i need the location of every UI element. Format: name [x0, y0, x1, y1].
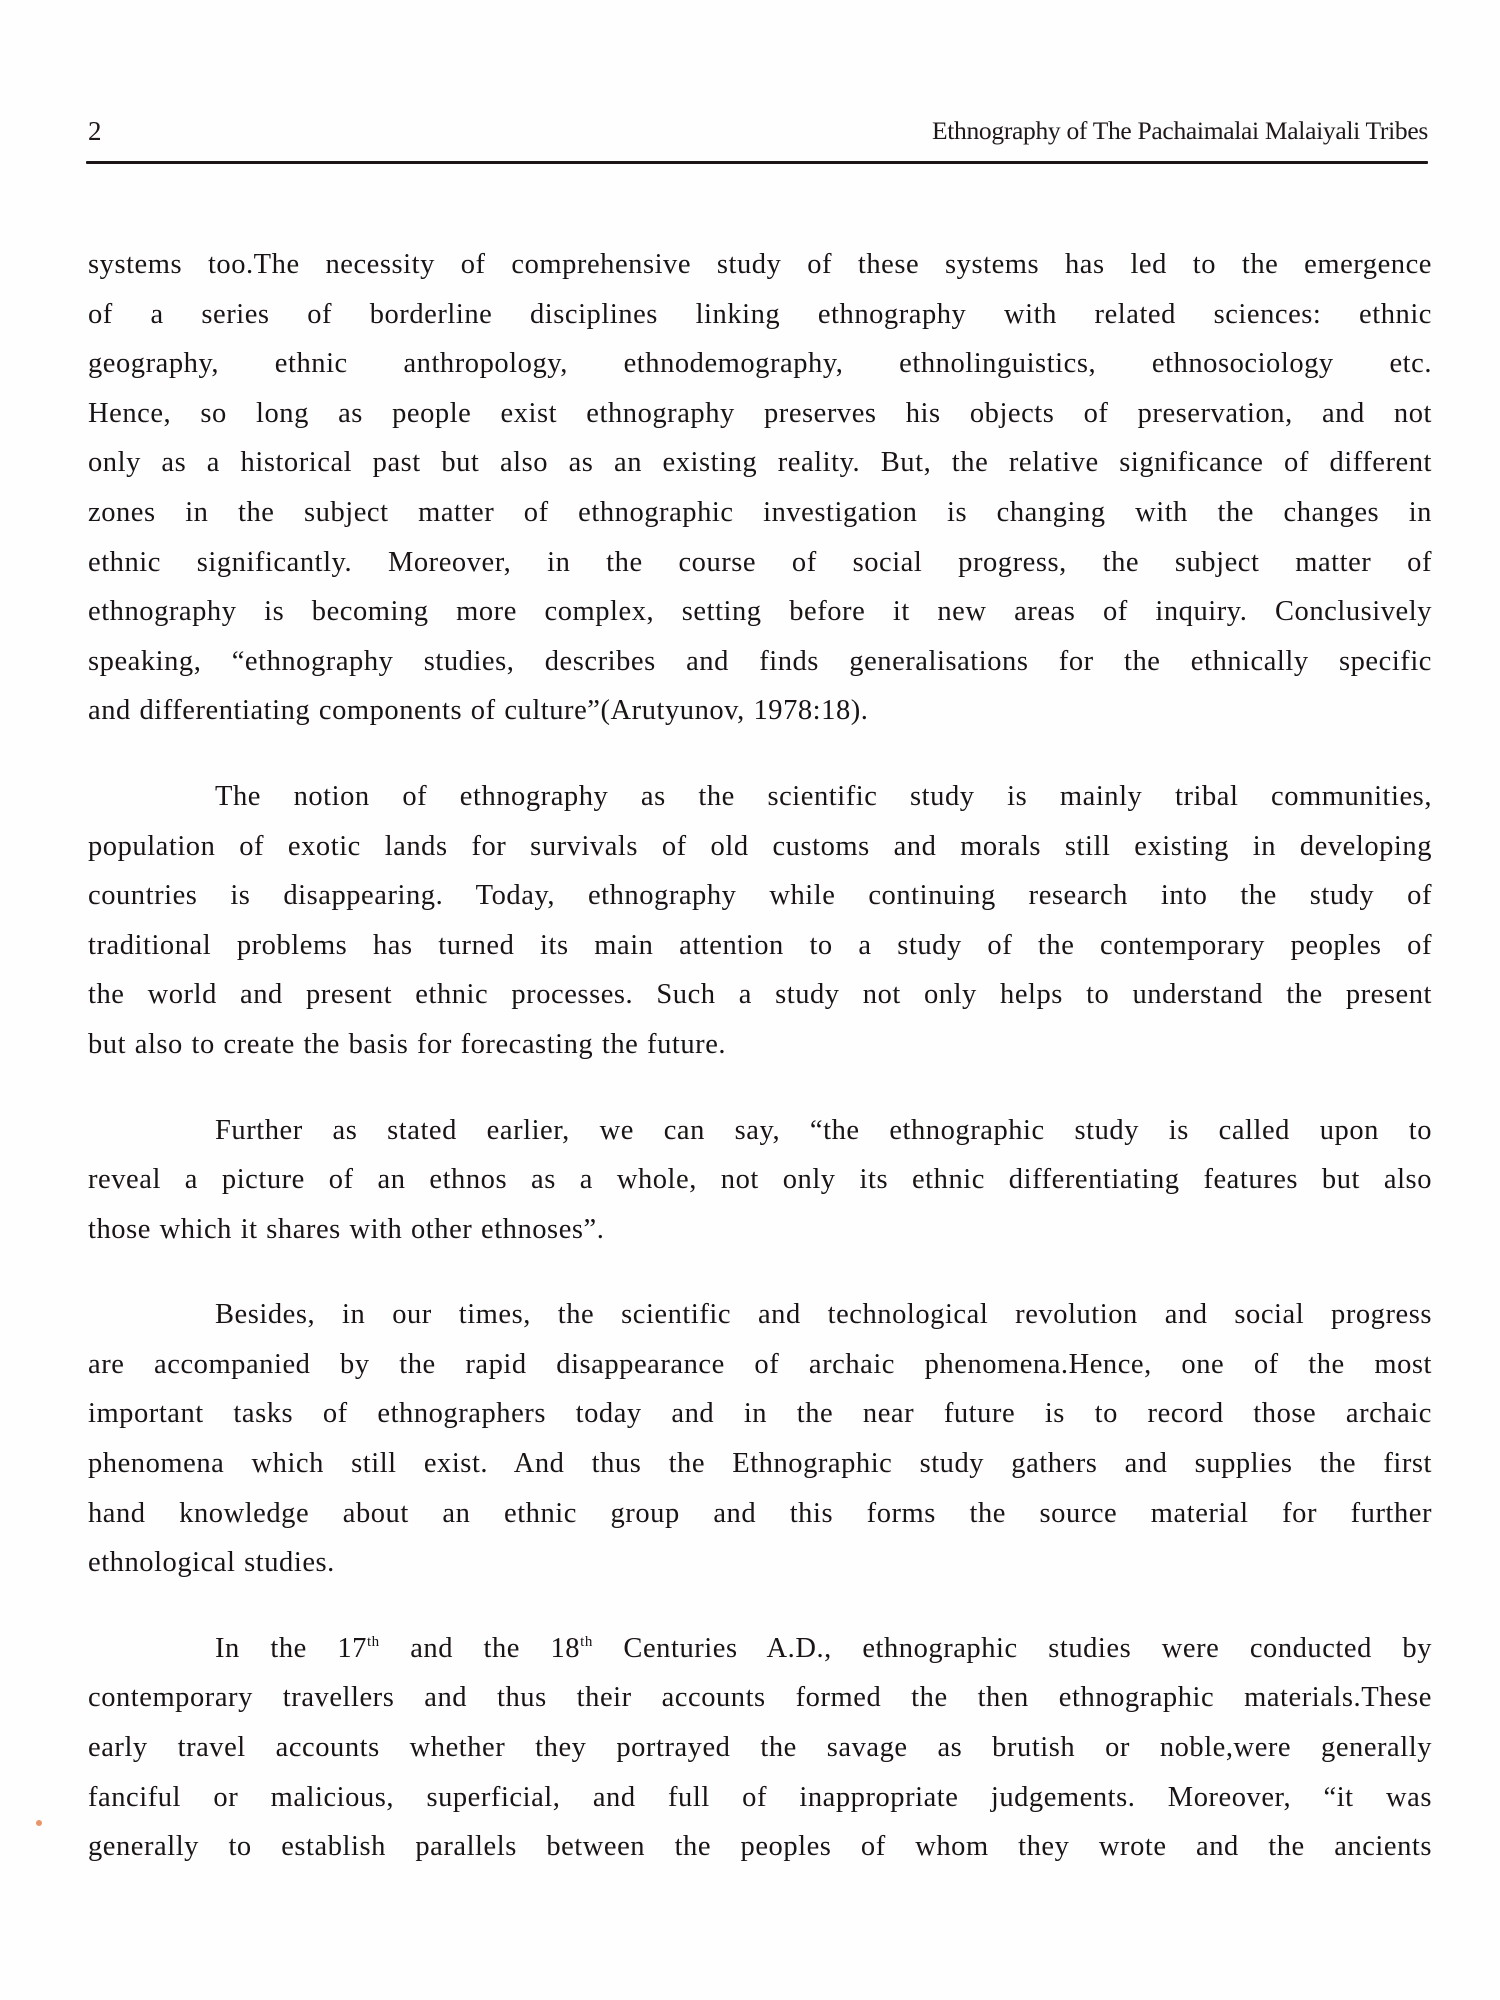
- text-line: The notion of ethnography as the scientific study is mainly tribal communities,: [215, 780, 1432, 812]
- text-line: ethnography is becoming more complex, setting before it new areas of inquiry. Conclusively: [88, 596, 1432, 628]
- paragraph-4: [88, 1290, 1432, 1588]
- text-line: those which it shares with other ethnoses”.: [88, 1213, 605, 1245]
- text-line: population of exotic lands for survivals of old customs and morals still existing in developing: [88, 830, 1432, 862]
- paragraph-2: [88, 772, 1432, 1070]
- ordinal-superscript: th: [580, 1633, 593, 1650]
- paragraph-1: [88, 240, 1432, 736]
- ordinal-superscript: th: [366, 1633, 380, 1650]
- text-line: important tasks of ethnographers today and in the near future is to record those archaic: [88, 1398, 1432, 1430]
- text-line: countries is disappearing. Today, ethnography while continuing research into the study of: [88, 880, 1432, 912]
- text-line: of a series of borderline disciplines linking ethnography with related sciences: ethnic: [88, 298, 1432, 330]
- text-line: Besides, in our times, the scientific and technological revolution and social progress: [215, 1299, 1432, 1331]
- text-run: In the 17: [215, 1632, 367, 1664]
- paragraph-5: [88, 1624, 1432, 1872]
- text-line: the world and present ethnic processes. Such a study not only helps to understand the present: [88, 979, 1432, 1011]
- text-line: zones in the subject matter of ethnographic investigation is changing with the changes in: [88, 496, 1432, 528]
- text-line: systems too.The necessity of comprehensive study of these systems has led to the emergence: [88, 249, 1432, 280]
- text-line: fanciful or malicious, superficial, and full of inappropriate judgements. Moreover, “it was: [88, 1781, 1432, 1813]
- paragraph-3: [88, 1106, 1432, 1255]
- text-line: and differentiating components of culture”(Arutyunov, 1978:18).: [88, 695, 869, 727]
- text-line: but also to create the basis for forecasting the future.: [88, 1028, 727, 1060]
- text-line: traditional problems has turned its main attention to a study of the contemporary peoples of: [88, 929, 1432, 961]
- text-run: Centuries A.D., ethnographic studies were conducted by: [592, 1632, 1432, 1664]
- text-line: reveal a picture of an ethnos as a whole, not only its ethnic differentiating features but also: [88, 1164, 1432, 1196]
- running-title: Ethnography of The Pachaimalai Malaiyali Tribes: [931, 116, 1428, 145]
- scan-artifact-dot: [36, 1820, 42, 1826]
- body-text: [88, 240, 1432, 1908]
- text-line: Further as stated earlier, we can say, “the ethnographic study is called upon to: [215, 1114, 1432, 1146]
- running-head: [88, 114, 1428, 148]
- text-line: geography, ethnic anthropology, ethnodemography, ethnolinguistics, ethnosociology etc.: [88, 348, 1432, 380]
- page-number: 2: [88, 116, 102, 146]
- text-line: Hence, so long as people exist ethnography preserves his objects of preservation, and not: [88, 397, 1432, 429]
- text-line: ethnic significantly. Moreover, in the course of social progress, the subject matter of: [88, 546, 1432, 578]
- text-line: contemporary travellers and thus their accounts formed the then ethnographic materials.These: [88, 1682, 1432, 1714]
- text-line: ethnological studies.: [88, 1547, 335, 1579]
- text-run: and the 18: [379, 1632, 581, 1664]
- text-line: phenomena which still exist. And thus the Ethnographic study gathers and supplies the first: [88, 1448, 1432, 1480]
- header-rule-divider: [86, 161, 1428, 164]
- text-line-with-superscripts: [88, 1624, 1432, 1674]
- text-line: are accompanied by the rapid disappearance of archaic phenomena.Hence, one of the most: [88, 1348, 1432, 1380]
- text-line: hand knowledge about an ethnic group and this forms the source material for further: [88, 1497, 1432, 1529]
- text-line: generally to establish parallels between the peoples of whom they wrote and the ancients: [88, 1831, 1432, 1863]
- text-line: only as a historical past but also as an existing reality. But, the relative significance of different: [88, 447, 1432, 479]
- text-line: speaking, “ethnography studies, describes and finds generalisations for the ethnically specific: [88, 645, 1432, 677]
- text-line: early travel accounts whether they portrayed the savage as brutish or noble,were generally: [88, 1732, 1432, 1764]
